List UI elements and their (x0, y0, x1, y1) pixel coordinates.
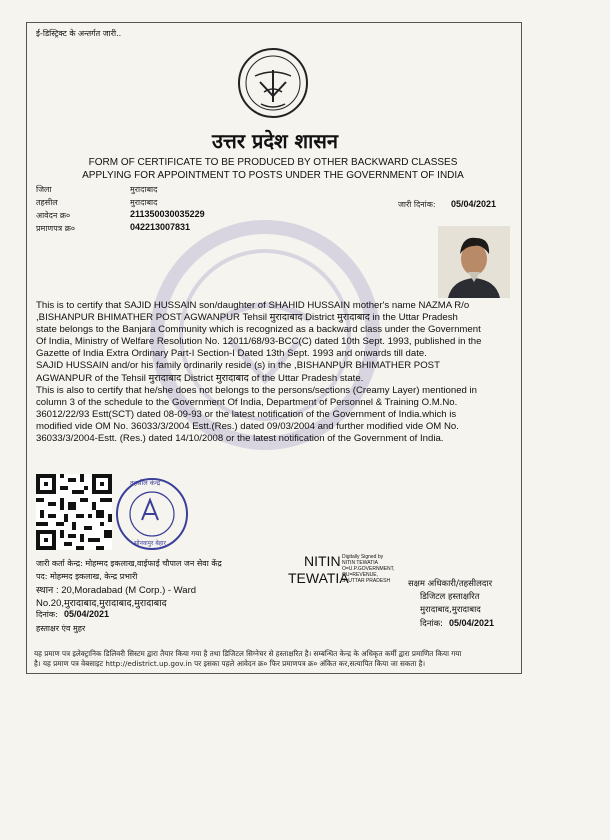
up-emblem (236, 46, 310, 120)
district-label: जिला (36, 185, 52, 194)
officer-date-label: दिनांक: (420, 619, 444, 629)
officer-digital-signed: डिजिटल हस्ताक्षरित (420, 592, 480, 602)
tehsil-value: मुरादाबाद (130, 198, 158, 207)
footer-note-line-1: यह प्रमाण पत्र इलेक्ट्रानिक डिलिवरी सिस्टम द्वारा तैयार किया गया है तथा डिजिटल सिग्नेचर से हस्ताक्षरित है। सम्बन्धित केन्द्र के अधिकृत कर्मी द्वारा प्रमाणित किया गया (34, 649, 462, 658)
certificate-no-value: 042213007831 (130, 222, 191, 232)
certificate-body (36, 300, 516, 445)
applicant-photo (438, 226, 510, 298)
body-line: Of India, Ministry of Welfare Resolution No. 12011/68/93-BCC(C) dated 10th Sept. 1993, published in the (36, 336, 482, 348)
body-line: 36033/3/2004-Estt. (Res.) dated 14/10/2008 or the latest notification of the Government of India. (36, 433, 444, 445)
body-line: This is to certify that SAJID HUSSAIN son/daughter of SHAHID HUSSAIN mother's name NAZMA R/o (36, 300, 470, 311)
body-line: modified vide OM No. 36033/3/2004 Estt.(Res.) dated 09/03/2004 and further modified vide OM No. (36, 420, 459, 432)
body-line: This is also to certify that he/she does not belongs to the persons/sections (Creamy Layer) mentioned in (36, 384, 478, 396)
digital-signature-details (342, 554, 395, 584)
issuer-place-1: स्थान : 20,Moradabad (M Corp.) - Ward (36, 585, 197, 596)
sig-line: Digitally Signed by (342, 554, 384, 560)
footer-note-line-2: है। यह प्रमाण पत्र वेबसाइट http://edistrict.up.gov.in पर इसका पहले आवेदन क्र० फिर प्रमाणपत्र क्र० अंकित कर,सत्यापित किया जा सकता है। (34, 659, 426, 668)
body-line: 36012/22/93 Estt(SCT) dated 08-09-93 or the latest notification of the Government of India.which is (36, 408, 457, 420)
signer-name-first: NITIN (304, 553, 341, 569)
sig-line: NITIN TEWATIA (342, 560, 379, 566)
body-line: column 3 of the schedule to the Government Of India, Department of Personnel & Training O.M.No. (36, 396, 458, 408)
officer-date-value: 05/04/2021 (449, 618, 495, 628)
form-title-line-2: APPLYING FOR APPOINTMENT TO POSTS UNDER THE GOVERNMENT OF INDIA (82, 170, 464, 181)
issue-date-label: जारी दिनांक: (398, 200, 436, 209)
qr-code (36, 474, 112, 550)
issuer-place-2: No.20,मुरादाबाद,मुरादाबाद,मुरादाबाद (36, 598, 167, 609)
body-line: SAJID HUSSAIN and/or his family ordinarily reside (s) in the ,BISHANPUR BHIMATHER POST (36, 360, 440, 372)
stamp-text-top: तहसील केन्द्र (130, 479, 161, 487)
sig-line: O=U.P.GOVERNMENT, (342, 566, 395, 572)
application-no-label: आवेदन क्र० (36, 211, 71, 220)
body-line: Gazette of India Extra Ordinary Part-I Section-I Dated 13th Sept. 1993 and onwards till date. (36, 348, 427, 360)
officer-place: मुरादाबाद,मुरादाबाद (420, 605, 481, 615)
issuer-date-value: 05/04/2021 (64, 609, 110, 619)
issuer-date-label: दिनांक: (36, 610, 58, 619)
application-no-value: 211350030035229 (130, 209, 205, 219)
top-note: ई-डिस्ट्रिक्ट के अन्तर्गत जारी.. (36, 29, 122, 38)
issuer-post: पद: मोहम्मद इकलाख, केन्द्र प्रभारी (36, 572, 138, 581)
stamp-text-bottom: सोनकपुर बेहार (134, 540, 166, 547)
tehsil-label: तहसील (36, 198, 58, 207)
body-line: AGWANPUR of the Tehsil मुरादाबाद District मुरादाबाद of the Uttar Pradesh state. (36, 372, 364, 384)
sig-line: S=UTTAR PRADESH (342, 578, 391, 584)
signer-name-last: TEWATIA (288, 570, 349, 586)
body-line: state belongs to the Banjara Community which is recognized as a backward class under the Government (36, 324, 481, 336)
district-value: मुरादाबाद (130, 185, 158, 194)
form-title-line-1: FORM OF CERTIFICATE TO BE PRODUCED BY OTHER BACKWARD CLASSES (88, 157, 458, 168)
government-title: उत्तर प्रदेश शासन (212, 129, 338, 153)
body-line: ,BISHANPUR BHIMATHER POST AGWANPUR Tehsil मुरादाबाद District मुरादाबाद in the Uttar Pradesh (36, 312, 458, 324)
sig-line: OU=REVENUE, (342, 572, 378, 578)
issuer-signature-label: हस्ताक्षर एंव मुहर (36, 624, 86, 633)
certificate-no-label: प्रमाणपत्र क्र० (36, 224, 75, 233)
officer-title: सक्षम अधिकारी/तहसीलदार (408, 579, 493, 589)
issuer-center: जारी कर्ता केन्द्र: मोहम्मद इकलाख,वाईफाई चौपाल जन सेवा केंद्र (36, 559, 222, 568)
issue-date-value: 05/04/2021 (451, 199, 497, 209)
